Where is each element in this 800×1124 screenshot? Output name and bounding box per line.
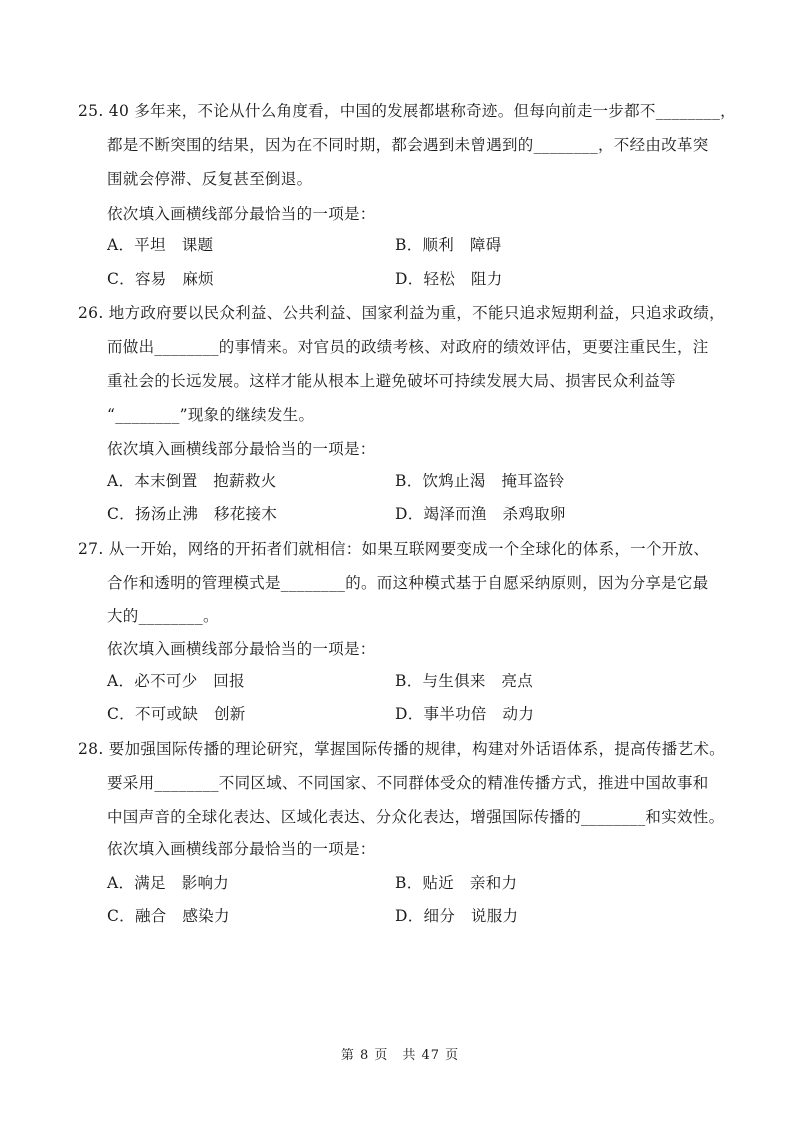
option-c: C．融合 感染力	[107, 907, 230, 925]
page-number: 第 8 页 共 47 页	[340, 1048, 460, 1063]
question-prompt: 依次填入画横线部分最恰当的一项是：	[107, 205, 376, 223]
question-line: 围就会停滞、反复甚至倒退。	[107, 170, 313, 188]
option-a: A．满足 影响力	[107, 874, 230, 892]
option-b: B．饮鸩止渴 掩耳盗铃	[395, 472, 565, 490]
option-c: C．容易 麻烦	[107, 270, 214, 288]
question-line: 中国声音的全球化表达、区域化表达、分众化表达，增强国际传播的________和实效性。	[107, 808, 725, 826]
question-line: 26. 地方政府要以民众利益、公共利益、国家利益为重，不能只追求短期利益，只追求政绩，	[78, 304, 725, 322]
option-b: B．与生俱来 亮点	[395, 672, 534, 690]
question-prompt: 依次填入画横线部分最恰当的一项是：	[107, 640, 376, 658]
option-d: D．事半功倍 动力	[395, 705, 535, 723]
option-c: C．扬汤止沸 移花接木	[107, 505, 278, 523]
question-line: “________”现象的继续发生。	[107, 406, 315, 424]
question-line: 28. 要加强国际传播的理论研究，掌握国际传播的规律，构建对外话语体系，提高传播艺术。	[78, 740, 725, 758]
question-line: 要采用________不同区域、不同国家、不同群体受众的精准传播方式，推进中国故事和	[107, 774, 709, 792]
option-a: A．必不可少 回报	[107, 672, 245, 690]
option-a: A．平坦 课题	[107, 236, 214, 254]
option-b: B．贴近 亲和力	[395, 874, 518, 892]
question-line: 大的________。	[107, 607, 219, 625]
option-a: A．本末倒置 抱薪救火	[107, 472, 277, 490]
question-line: 25. 40 多年来，不论从什么角度看，中国的发展都堪称奇迹。但每向前走一步都不________，	[78, 102, 736, 120]
option-d: D．细分 说服力	[395, 907, 519, 925]
question-prompt: 依次填入画横线部分最恰当的一项是：	[107, 840, 376, 858]
question-line: 都是不断突围的结果，因为在不同时期，都会遇到未曾遇到的________，不经由改革突	[107, 136, 709, 154]
option-d: D．竭泽而渔 杀鸡取卵	[395, 505, 566, 523]
option-c: C．不可或缺 创新	[107, 705, 246, 723]
option-d: D．轻松 阻力	[395, 270, 503, 288]
question-line: 合作和透明的管理模式是________的。而这种模式基于自愿采纳原则，因为分享是它最	[107, 574, 709, 592]
question-line: 27. 从一开始，网络的开拓者们就相信：如果互联网要变成一个全球化的体系，一个开放、	[78, 540, 710, 558]
question-prompt: 依次填入画横线部分最恰当的一项是：	[107, 440, 376, 458]
option-b: B．顺利 障碍	[395, 236, 502, 254]
question-line: 重社会的长远发展。这样才能从根本上避免破坏可持续发展大局、损害民众利益等	[107, 372, 676, 390]
question-line: 而做出________的事情来。对官员的政绩考核、对政府的绩效评估，更要注重民生，注	[107, 338, 709, 356]
